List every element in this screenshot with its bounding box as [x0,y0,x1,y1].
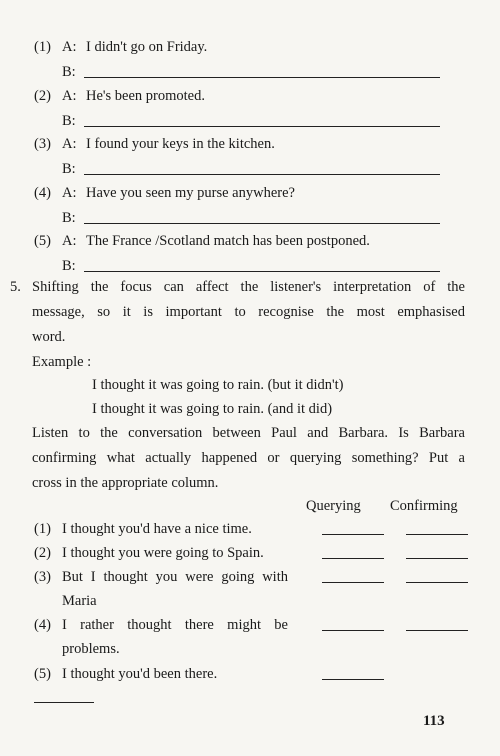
confirming-blank[interactable] [406,582,468,583]
answer-blank-line[interactable] [84,271,440,272]
item-number: (3) [34,569,51,585]
footnote-rule [34,702,94,703]
example-label: Example : [32,354,92,370]
listen-instruction-3: cross in the appropriate column. [32,475,219,491]
speaker-a-label: A: [62,184,77,201]
speaker-b-label: B: [62,209,76,226]
item-text: I thought you'd been there. [62,666,218,682]
speaker-a-text: Have you seen my purse anywhere? [86,184,295,201]
item-text: I thought you'd have a nice time. [62,521,252,537]
item-text: problems. [62,641,120,657]
answer-blank-line[interactable] [84,174,440,175]
answer-blank-line[interactable] [84,126,440,127]
instruction-line-3: word. [32,329,66,345]
column-header-querying: Querying [306,498,361,514]
speaker-a-label: A: [62,136,77,152]
speaker-b-label: B: [62,112,76,129]
speaker-a-text: He's been promoted. [86,87,205,104]
querying-blank[interactable] [322,679,384,680]
item-number: (2) [34,545,51,561]
querying-blank[interactable] [322,582,384,583]
answer-blank-line[interactable] [84,223,440,224]
exercise-number: 5. [10,279,21,295]
speaker-a-label: A: [62,87,77,104]
speaker-a-text: I found your keys in the kitchen. [86,136,275,152]
listen-instruction-2: confirming what actually happened or querying something? Put a [32,450,465,466]
dialogue-number: (5) [34,233,51,249]
instruction-line-1: Shifting the focus can affect the listener's interpretation of the [32,279,465,295]
item-text: I thought you were going to Spain. [62,545,264,561]
item-text: But I thought you were going with [62,569,288,585]
dialogue-number: (2) [34,87,51,104]
dialogue-number: (4) [34,184,51,201]
speaker-a-label: A: [62,233,77,249]
speaker-b-label: B: [62,161,76,177]
item-number: (5) [34,666,51,682]
page-number: 113 [423,713,445,729]
item-text: I rather thought there might be [62,617,288,633]
column-header-confirming: Confirming [390,498,458,514]
item-text: Maria [62,593,97,609]
example-sentence-1: I thought it was going to rain. (but it didn't) [92,377,344,393]
dialogue-number: (3) [34,136,51,152]
querying-blank[interactable] [322,534,384,535]
item-number: (4) [34,617,51,633]
example-sentence-2: I thought it was going to rain. (and it did) [92,401,333,417]
speaker-a-text: The France /Scotland match has been postponed. [86,233,370,249]
speaker-a-text: I didn't go on Friday. [86,39,208,55]
confirming-blank[interactable] [406,534,468,535]
listen-instruction-1: Listen to the conversation between Paul and Barbara. Is Barbara [32,425,465,441]
speaker-b-label: B: [62,64,76,80]
querying-blank[interactable] [322,630,384,631]
instruction-line-2: message, so it is important to recognise the most emphasised [32,304,465,320]
confirming-blank[interactable] [406,630,468,631]
querying-blank[interactable] [322,558,384,559]
answer-blank-line[interactable] [84,77,440,78]
speaker-b-label: B: [62,258,76,274]
confirming-blank[interactable] [406,558,468,559]
item-number: (1) [34,521,51,537]
speaker-a-label: A: [62,39,77,55]
dialogue-number: (1) [34,39,51,55]
